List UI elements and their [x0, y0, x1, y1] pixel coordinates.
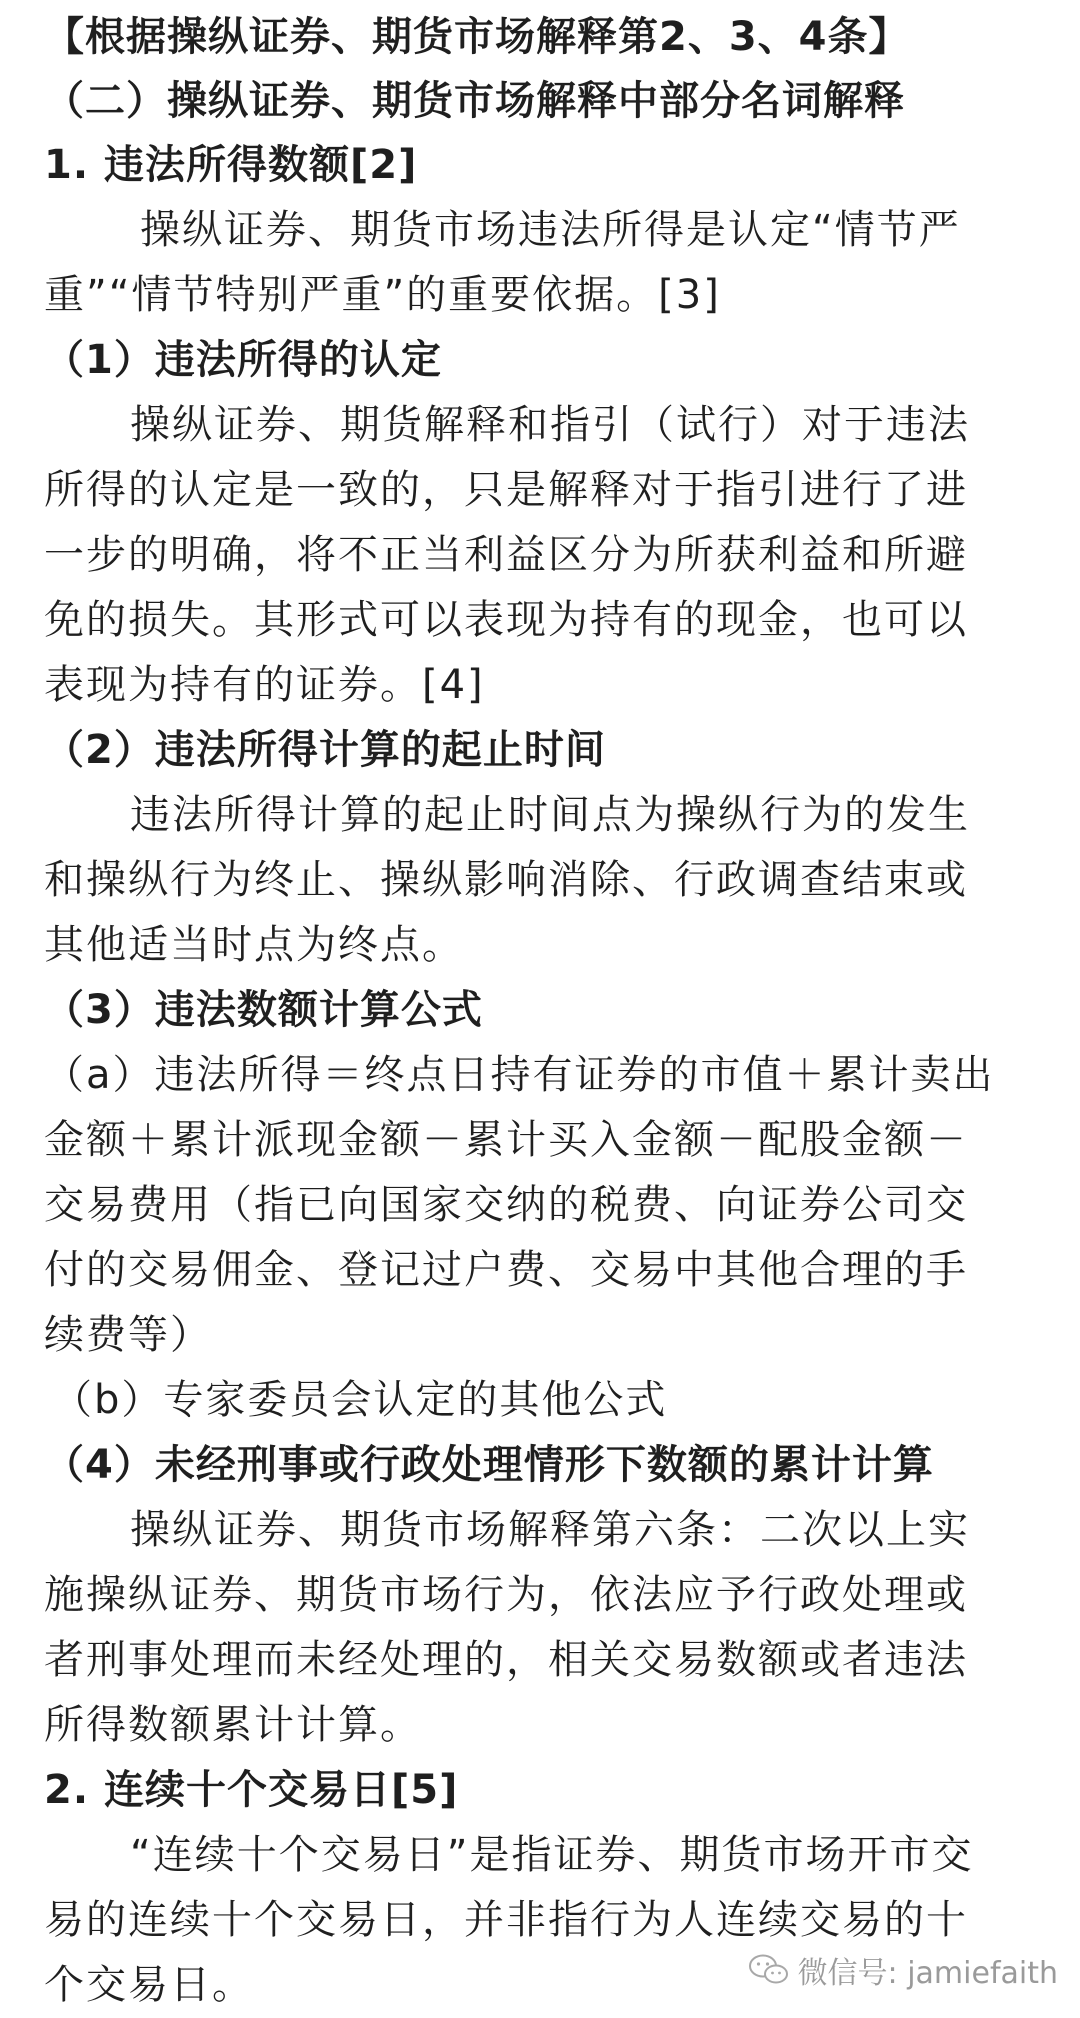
- formula-line: 付的交易佣金、登记过户费、交易中其他合理的手: [44, 1247, 968, 1293]
- heading-ten-trading-days: 2. 连续十个交易日[5]: [44, 1767, 459, 1813]
- formula-line: 交易费用（指已向国家交纳的税费、向证券公司交: [44, 1182, 968, 1228]
- paragraph-line: 所得数额累计计算。: [44, 1702, 422, 1748]
- watermark: [748, 1948, 1058, 1992]
- paragraph-line: 施操纵证券、期货市场行为，依法应予行政处理或: [44, 1572, 968, 1618]
- subheading-3: （3）违法数额计算公式: [44, 987, 483, 1033]
- formula-line: 金额＋累计派现金额－累计买入金额－配股金额－: [44, 1117, 968, 1163]
- paragraph-line: 违法所得计算的起止时间点为操纵行为的发生: [130, 792, 970, 838]
- wechat-icon: [748, 1953, 790, 1987]
- paragraph-line: 表现为持有的证券。[4]: [44, 662, 485, 708]
- reference-header: 【根据操纵证券、期货市场解释第2、3、4条】: [44, 14, 910, 60]
- paragraph-line: 重”“情节特别严重”的重要依据。[3]: [44, 272, 721, 318]
- subheading-2: （2）违法所得计算的起止时间: [44, 727, 606, 773]
- paragraph-line: “连续十个交易日”是指证券、期货市场开市交: [130, 1832, 974, 1878]
- paragraph-line: 易的连续十个交易日，并非指行为人连续交易的十: [44, 1897, 968, 1943]
- paragraph-line: 者刑事处理而未经处理的，相关交易数额或者违法: [44, 1637, 968, 1683]
- formula-line: （a）违法所得＝终点日持有证券的市值＋累计卖出: [44, 1052, 995, 1098]
- paragraph-line: 所得的认定是一致的，只是解释对于指引进行了进: [44, 467, 968, 513]
- heading-illegal-gains: 1. 违法所得数额[2]: [44, 142, 418, 188]
- paragraph-line: 其他适当时点为终点。: [44, 922, 464, 968]
- paragraph-line: 操纵证券、期货市场解释第六条：二次以上实: [130, 1507, 970, 1553]
- formula-line: （b）专家委员会认定的其他公式: [52, 1377, 668, 1423]
- subheading-4: （4）未经刑事或行政处理情形下数额的累计计算: [44, 1442, 934, 1488]
- paragraph-line: 一步的明确，将不正当利益区分为所获利益和所避: [44, 532, 968, 578]
- watermark-text: 微信号: jamiefaith: [797, 1956, 1058, 1991]
- paragraph-line: 免的损失。其形式可以表现为持有的现金，也可以: [44, 597, 968, 643]
- section-heading: （二）操纵证券、期货市场解释中部分名词解释: [44, 78, 905, 124]
- subheading-1: （1）违法所得的认定: [44, 337, 442, 383]
- paragraph-line: 操纵证券、期货解释和指引（试行）对于违法: [130, 402, 970, 448]
- paragraph-line: 操纵证券、期货市场违法所得是认定“情节严: [140, 207, 961, 253]
- paragraph-line: 和操纵行为终止、操纵影响消除、行政调查结束或: [44, 857, 968, 903]
- paragraph-line: 个交易日。: [44, 1962, 254, 2008]
- formula-line: 续费等）: [44, 1312, 212, 1358]
